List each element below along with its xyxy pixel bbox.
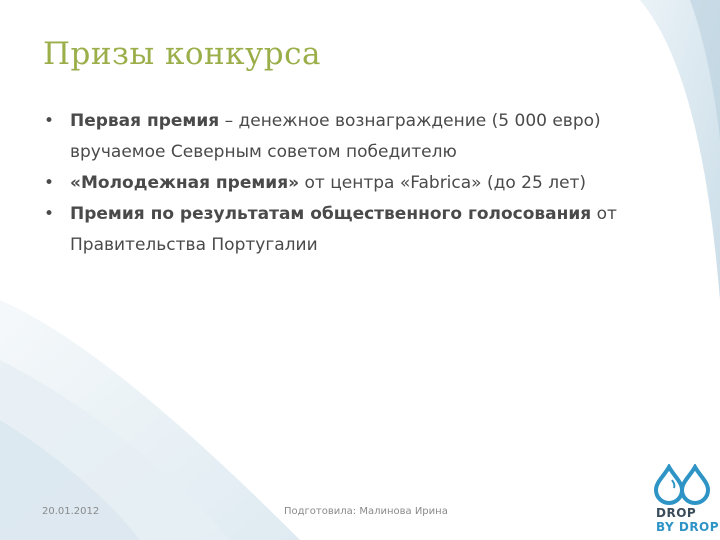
bullet-text-continuation: вручаемое Северным советом победителю	[70, 142, 457, 162]
bullet-marker: •	[44, 204, 55, 224]
bullet-item	[42, 106, 682, 168]
bullet-bold-text: Первая премия	[70, 111, 220, 131]
bullet-text-continuation: Правительства Португалии	[70, 235, 318, 255]
bullet-text: от центра «Fabrica» (до 25 лет)	[299, 173, 587, 193]
drop-by-drop-logo	[652, 464, 720, 538]
footer-author: Подготовила: Малинова Ирина	[284, 506, 448, 517]
bullet-text: – денежное вознаграждение (5 000 евро)	[219, 111, 601, 131]
footer-date: 20.01.2012	[42, 506, 100, 517]
bullet-bold-text: Премия по результатам общественного голосования	[70, 204, 592, 224]
bullet-item	[42, 199, 682, 261]
logo-text-drop: DROP	[656, 506, 697, 520]
slide-title: Призы конкурса	[43, 36, 321, 72]
bullet-marker: •	[44, 111, 55, 131]
logo-text-by-drop: BY DROP	[656, 520, 720, 534]
bullet-marker: •	[44, 173, 55, 193]
bullet-list	[42, 106, 682, 261]
water-drops-icon	[652, 464, 716, 506]
bullet-item	[42, 168, 682, 199]
bullet-bold-text: «Молодежная премия»	[70, 173, 300, 193]
bullet-text: от	[591, 204, 617, 224]
